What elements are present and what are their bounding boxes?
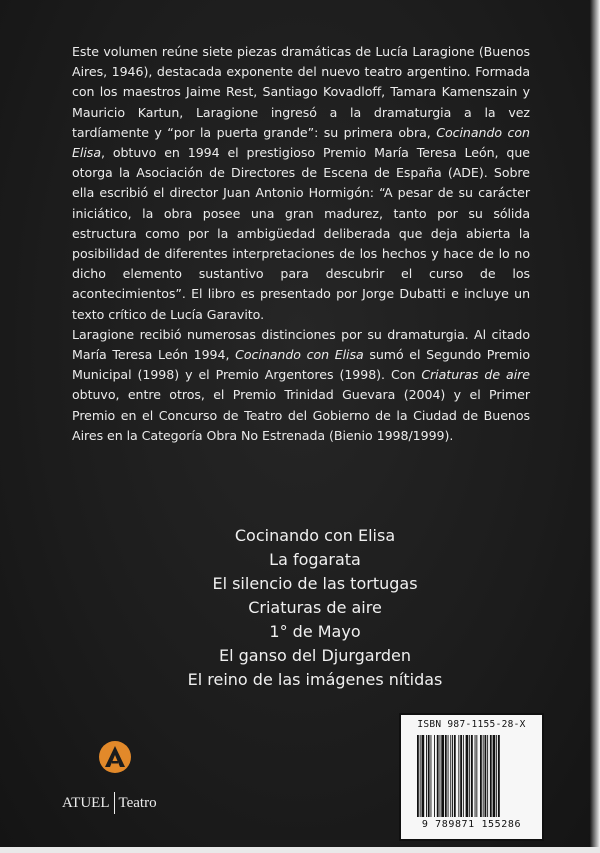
- collection-name: Teatro: [118, 794, 157, 811]
- play-title: La fogarata: [269, 550, 361, 569]
- barcode-bar: [450, 735, 451, 817]
- work-title-italic: Criaturas de aire: [421, 367, 531, 383]
- barcode-bar: [487, 735, 488, 817]
- barcode-label: [399, 713, 544, 841]
- play-title: El reino de las imágenes nítidas: [187, 670, 443, 689]
- isbn-number: ISBN 987-1155-28-X: [417, 719, 526, 730]
- ean-right-group: 155286: [481, 819, 522, 830]
- imprint-divider: [114, 792, 115, 814]
- barcode-bar: [445, 735, 447, 817]
- synopsis-text-span: , obtuvo en 1994 el prestigioso Premio María Teresa León, que otorga la Asociación de Directores de Escena de España (ADE). Sobre ella escribió el director Juan Antonio Hormigón: “A pesar de su carácter iniciático, la obra posee una gran madurez, tanto por su sólida estructura como por la ambigüedad deliberada que deja abierta la posibilidad de diferentes interpretaciones de los hechos y hace de lo no dicho elemento sustantivo para descubrir el curso de los acontecimientos”. El libro es presentado por Jorge Dubatti e incluye un texto crítico de Lucía Garavito.: [72, 145, 530, 322]
- play-title: Cocinando con Elisa: [234, 526, 396, 545]
- barcode-bar: [496, 735, 497, 817]
- barcode-bar: [448, 735, 449, 817]
- barcode-bar: [420, 735, 421, 817]
- barcode-bar: [437, 735, 439, 817]
- barcode-bar: [417, 735, 419, 817]
- barcode-bar: [431, 735, 432, 817]
- play-title: El silencio de las tortugas: [212, 574, 418, 593]
- barcode-bar: [440, 735, 441, 817]
- barcode-bar: [480, 735, 482, 817]
- barcode-bar: [434, 735, 435, 817]
- barcode-bar: [485, 735, 487, 817]
- barcode-bar: [469, 735, 470, 817]
- barcode-bar: [493, 735, 496, 817]
- publisher-logo-icon: [98, 740, 132, 774]
- publisher-name: ATUEL: [62, 794, 110, 811]
- ean-digits: [401, 819, 542, 830]
- synopsis-text-span: obtuvo, entre otros, el Premio Trinidad Guevara (2004) y el Primer Premio en el Concurso de Teatro del Gobierno de la Ciudad de Buenos Aires en la Categoría Obra No Estrenada (Bienio 1998/1999).: [72, 387, 530, 443]
- barcode-bar: [452, 735, 453, 817]
- play-title: Criaturas de aire: [248, 598, 382, 617]
- work-title-italic: Cocinando con Elisa: [235, 347, 364, 363]
- cover-edge-bottom: [0, 847, 600, 853]
- barcode-bar: [460, 735, 462, 817]
- barcode-bar: [476, 735, 477, 817]
- barcode-bar: [458, 735, 459, 817]
- synopsis-text-span: Laragione recibió numerosas distinciones por su dramaturgia. Al citado María Teresa León 1994,: [72, 326, 530, 363]
- synopsis-paragraph-2: [72, 325, 530, 446]
- barcode-bar: [490, 735, 492, 817]
- barcode-bar: [498, 735, 500, 817]
- barcode-bars: [415, 735, 533, 817]
- ean-left-group: 789871: [435, 819, 475, 830]
- synopsis-paragraph-1: [72, 42, 530, 325]
- barcode-bar: [441, 735, 444, 817]
- barcode-bar: [463, 735, 464, 817]
- synopsis-text-span: Este volumen reúne siete piezas dramáticas de Lucía Laragione (Buenos Aires, 1946), destacada exponente del nuevo teatro argentino. Formada con los maestros Jaime Rest, Santiago Kovadloff, Tamara Kamenszain y Mauricio Kartun, Laragione ingresó a la dramaturgia a la vez tardíamente y “por la puerta grande”: su primera obra,: [72, 44, 530, 140]
- barcode-bar: [471, 735, 473, 817]
- barcode-bar: [426, 735, 427, 817]
- synopsis-text: [72, 42, 530, 446]
- barcode-bar: [475, 735, 476, 817]
- play-title: 1° de Mayo: [269, 622, 361, 641]
- ean-prefix: 9: [421, 819, 429, 830]
- publisher-imprint: [62, 792, 157, 814]
- barcode-bar: [454, 735, 456, 817]
- barcode-bar: [428, 735, 430, 817]
- play-title: El ganso del Djurgarden: [218, 646, 412, 665]
- barcode-bar: [422, 735, 425, 817]
- barcode-bar: [466, 735, 469, 817]
- synopsis-text-span: sumó el Segundo Premio Municipal (1998) y el Premio Argentores (1998). Con: [72, 347, 530, 383]
- barcode-bar: [483, 735, 484, 817]
- cover-edge-right: [590, 0, 600, 853]
- plays-list: [150, 524, 480, 692]
- work-title-italic: Cocinando con Elisa: [72, 124, 530, 161]
